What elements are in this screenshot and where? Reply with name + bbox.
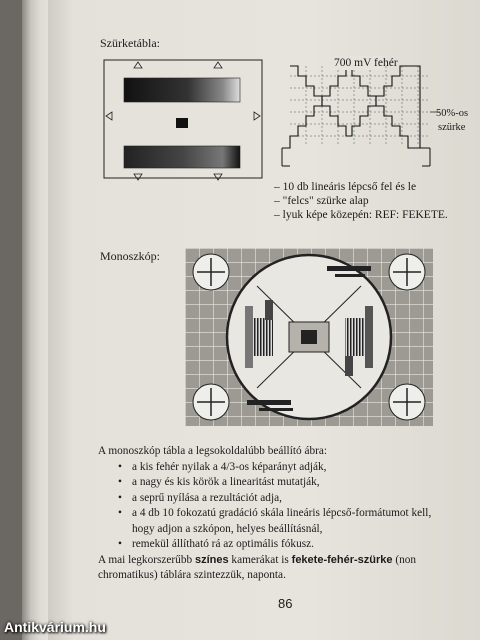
closing-text: kamerákat is: [231, 553, 289, 566]
closing-text: A mai legkorszerűbb: [98, 553, 193, 566]
list-item: • remekül állítható rá az optimális fókusz.: [132, 537, 453, 553]
monoscope-test-card: [185, 248, 433, 426]
legend-line: – lyuk képe közepén: REF: FEKETE.: [274, 209, 448, 221]
page-number: 86: [278, 596, 293, 611]
monoscope-title: Monoszkóp:: [100, 249, 160, 263]
waveform-side-label-1: 50%-os: [436, 108, 469, 119]
closing-text: (non chromatikus) táblára szintezzük, naponta.: [98, 553, 417, 581]
list-item: • a 4 db 10 fokozatú gradáció skála lineáris lépcső-formátumot kell, hogy adjon a szkópon, helyes beállításnál,: [132, 506, 453, 537]
closing-paragraph: [98, 553, 453, 584]
features-list: [98, 460, 453, 553]
list-item: • a nagy és kis körök a linearitást mutatják,: [132, 475, 453, 491]
grayscale-chart-figure: [100, 56, 268, 186]
watermark-logo: Antikvárium.hu: [4, 619, 106, 635]
list-item: • a seprű nyílása a rezultációt adja,: [132, 491, 453, 507]
closing-bold-text: színes: [194, 553, 229, 566]
closing-bold-text: fekete-fehér-szürke: [291, 553, 393, 566]
list-item: • a kis fehér nyilak a 4/3-os képarányt adják,: [132, 460, 453, 476]
book-page: [48, 0, 480, 640]
grayscale-legend: [274, 180, 448, 222]
waveform-top-label: 700 mV fehér: [334, 57, 398, 69]
waveform-side-label-2: szürke: [438, 122, 466, 133]
grayscale-title: Szürketábla:: [100, 36, 160, 50]
intro-text: A monoszkóp tábla a legsokoldalúbb beállító ábra:: [98, 445, 328, 457]
body-text: [98, 444, 453, 584]
legend-line: – "felcs" szürke alap: [274, 195, 369, 207]
legend-line: – 10 db lineáris lépcső fel és le: [274, 181, 417, 193]
